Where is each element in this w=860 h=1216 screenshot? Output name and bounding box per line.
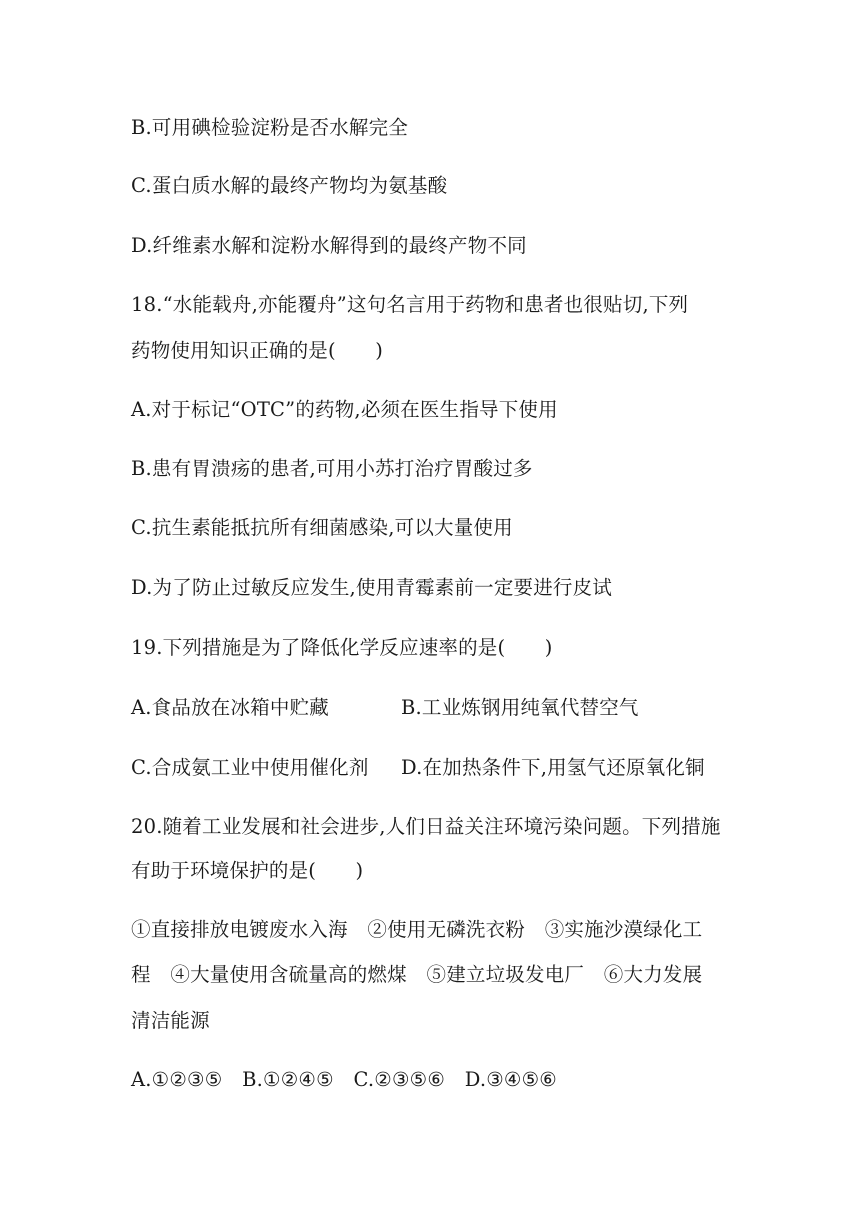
q18-option-a: A.对于标记“OTC”的药物,必须在医生指导下使用 (131, 398, 558, 421)
q18-option-d: D.为了防止过敏反应发生,使用青霉素前一定要进行皮试 (131, 576, 613, 599)
q20-options: A.①②③⑤ B.①②④⑤ C.②③⑤⑥ D.③④⑤⑥ (131, 1068, 557, 1091)
q18-option-c: C.抗生素能抵抗所有细菌感染,可以大量使用 (131, 516, 513, 539)
q19-option-a: A.食品放在冰箱中贮藏 (131, 696, 329, 719)
q20-items-line3: 清洁能源 (131, 1009, 210, 1032)
q19-option-c: C.合成氨工业中使用催化剂 (131, 756, 369, 779)
q18-option-b: B.患有胃溃疡的患者,可用小苏打治疗胃酸过多 (131, 457, 533, 480)
q19-option-d: D.在加热条件下,用氢气还原氧化铜 (401, 756, 705, 779)
q17-option-c: C.蛋白质水解的最终产物均为氨基酸 (131, 174, 448, 197)
q19-option-b: B.工业炼钢用纯氧代替空气 (401, 696, 639, 719)
q19-stem: 19.下列措施是为了降低化学反应速率的是( ) (131, 636, 553, 659)
q20-stem-line2: 有助于环境保护的是( ) (131, 859, 364, 882)
q18-stem-line2: 药物使用知识正确的是( ) (131, 339, 384, 362)
q20-items-line2: 程 ④大量使用含硫量高的燃煤 ⑤建立垃圾发电厂 ⑥大力发展 (131, 963, 703, 986)
q18-stem-line1: 18.“水能载舟,亦能覆舟”这句名言用于药物和患者也很贴切,下列 (131, 293, 689, 316)
q17-option-d: D.纤维素水解和淀粉水解得到的最终产物不同 (131, 234, 527, 257)
q20-stem-line1: 20.随着工业发展和社会进步,人们日益关注环境污染问题。下列措施 (131, 815, 721, 838)
q17-option-b: B.可用碘检验淀粉是否水解完全 (131, 116, 409, 139)
q20-items-line1: ①直接排放电镀废水入海 ②使用无磷洗衣粉 ③实施沙漠绿化工 (131, 918, 703, 941)
